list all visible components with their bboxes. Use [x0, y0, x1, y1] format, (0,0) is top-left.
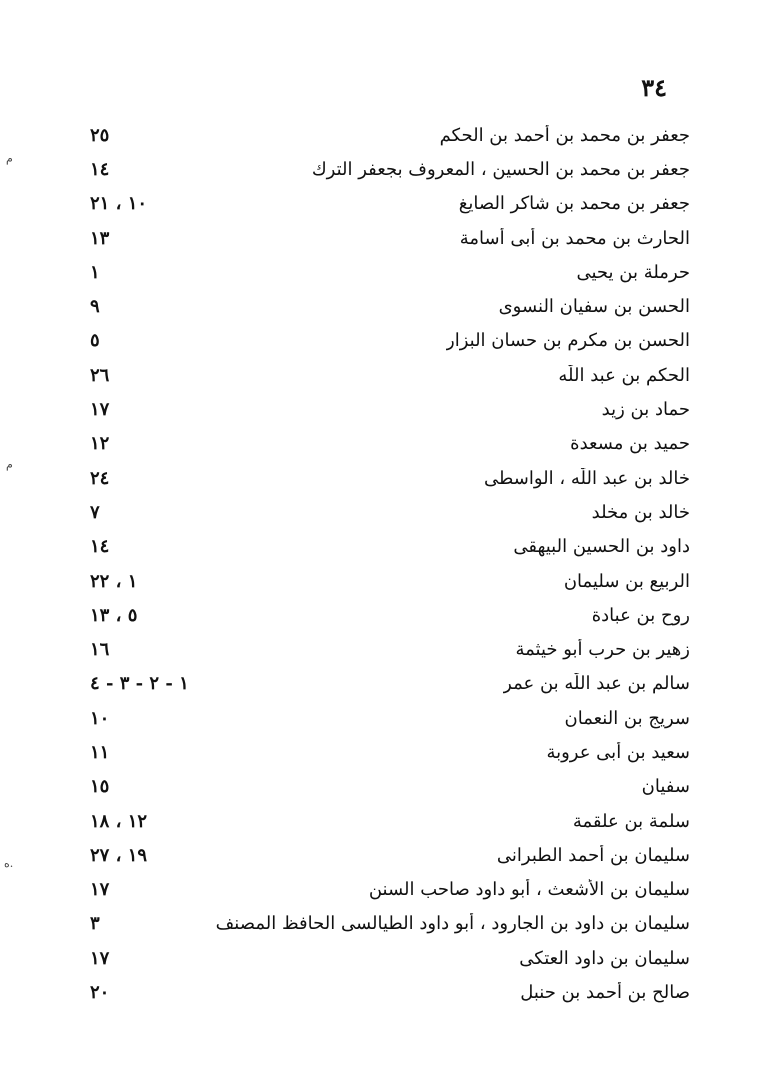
- entry-pages: ٢٤: [90, 467, 110, 489]
- entry-name: سفيان: [641, 776, 690, 798]
- index-entry: [90, 873, 690, 907]
- index-entry: [90, 941, 690, 975]
- index-entry: [90, 221, 690, 255]
- entry-name: خالد بن عبد اللّٰه ، الواسطى: [483, 467, 690, 489]
- entry-pages: ١٤: [90, 158, 110, 180]
- entry-name: خالد بن مخلد: [591, 501, 690, 523]
- entry-pages: ١١: [90, 741, 110, 763]
- index-list: [90, 118, 690, 1010]
- index-entry: [90, 975, 690, 1009]
- entry-pages: ١ - ٢ - ٣ - ٤: [90, 673, 189, 695]
- entry-name: صالح بن أحمد بن حنبل: [520, 982, 690, 1004]
- index-entry: [90, 804, 690, 838]
- entry-pages: ٧: [90, 501, 100, 523]
- index-entry: [90, 495, 690, 529]
- entry-name: حميد بن مسعدة: [570, 433, 690, 455]
- entry-name: زهير بن حرب أبو خيثمة: [515, 639, 690, 661]
- entry-pages: ٢٦: [90, 364, 110, 386]
- entry-name: سالم بن عبد اللّٰه بن عمر: [503, 673, 690, 695]
- entry-name: حرملة بن يحيى: [576, 261, 690, 283]
- entry-name: الحسن بن مكرم بن حسان البزار: [446, 330, 690, 352]
- entry-pages: ١٠ ، ٢١: [90, 193, 148, 215]
- index-entry: [90, 907, 690, 941]
- entry-name: جعفر بن محمد بن أحمد بن الحكم: [439, 124, 690, 146]
- index-entry: [90, 530, 690, 564]
- entry-pages: ١٩ ، ٢٧: [90, 844, 148, 866]
- index-entry: [90, 255, 690, 289]
- entry-pages: ١٤: [90, 536, 110, 558]
- index-entry: [90, 564, 690, 598]
- entry-name: جعفر بن محمد بن الحسين ، المعروف بجعفر الترك: [311, 158, 690, 180]
- entry-name: سليمان بن داود بن الجارود ، أبو داود الطيالسى الحافظ المصنف: [215, 913, 690, 935]
- entry-pages: ٢٥: [90, 124, 110, 146]
- entry-pages: ٥: [90, 330, 100, 352]
- index-entry: [90, 152, 690, 186]
- entry-pages: ١٧: [90, 947, 110, 969]
- entry-name: سليمان بن داود العتكى: [519, 947, 690, 969]
- entry-pages: ١٦: [90, 639, 110, 661]
- index-entry: [90, 358, 690, 392]
- index-entry: [90, 701, 690, 735]
- index-entry: [90, 667, 690, 701]
- entry-name: جعفر بن محمد بن شاكر الصايغ: [458, 193, 690, 215]
- entry-pages: ١٧: [90, 879, 110, 901]
- index-entry: [90, 598, 690, 632]
- entry-pages: ٣: [90, 913, 100, 935]
- index-entry: [90, 770, 690, 804]
- index-entry: [90, 324, 690, 358]
- index-entry: [90, 392, 690, 426]
- entry-pages: ١٧: [90, 399, 110, 421]
- entry-name: سليمان بن أحمد الطبرانى: [496, 844, 690, 866]
- entry-name: روح بن عبادة: [591, 604, 690, 626]
- entry-name: داود بن الحسين البيهقى: [513, 536, 690, 558]
- entry-pages: ١٥: [90, 776, 110, 798]
- entry-name: سعيد بن أبى عروبة: [546, 741, 690, 763]
- index-entry: [90, 735, 690, 769]
- entry-pages: ٥ ، ١٣: [90, 604, 138, 626]
- margin-mark: م: [6, 152, 13, 165]
- entry-name: سليمان بن الأشعث ، أبو داود صاحب السنن: [368, 879, 690, 901]
- entry-name: الربيع بن سليمان: [563, 570, 690, 592]
- entry-name: الحارث بن محمد بن أبى أسامة: [459, 227, 690, 249]
- entry-name: الحسن بن سفيان النسوى: [498, 296, 690, 318]
- index-entry: [90, 838, 690, 872]
- entry-pages: ٩: [90, 296, 100, 318]
- margin-mark: م: [6, 458, 13, 471]
- margin-mark: ه.: [4, 857, 14, 870]
- entry-pages: ١٢: [90, 433, 110, 455]
- page-number: ٣٤: [641, 73, 667, 102]
- index-entry: [90, 461, 690, 495]
- index-entry: [90, 289, 690, 323]
- index-entry: [90, 187, 690, 221]
- entry-pages: ١٢ ، ١٨: [90, 810, 148, 832]
- entry-name: سلمة بن علقمة: [572, 810, 690, 832]
- entry-pages: ١ ، ٢٢: [90, 570, 138, 592]
- index-entry: [90, 427, 690, 461]
- entry-pages: ١: [90, 261, 100, 283]
- index-entry: [90, 632, 690, 666]
- entry-pages: ١٠: [90, 707, 110, 729]
- entry-name: سريج بن النعمان: [564, 707, 690, 729]
- entry-pages: ١٣: [90, 227, 110, 249]
- index-entry: [90, 118, 690, 152]
- entry-name: حماد بن زيد: [601, 399, 690, 421]
- entry-name: الحكم بن عبد اللّٰه: [558, 364, 690, 386]
- entry-pages: ٢٠: [90, 982, 110, 1004]
